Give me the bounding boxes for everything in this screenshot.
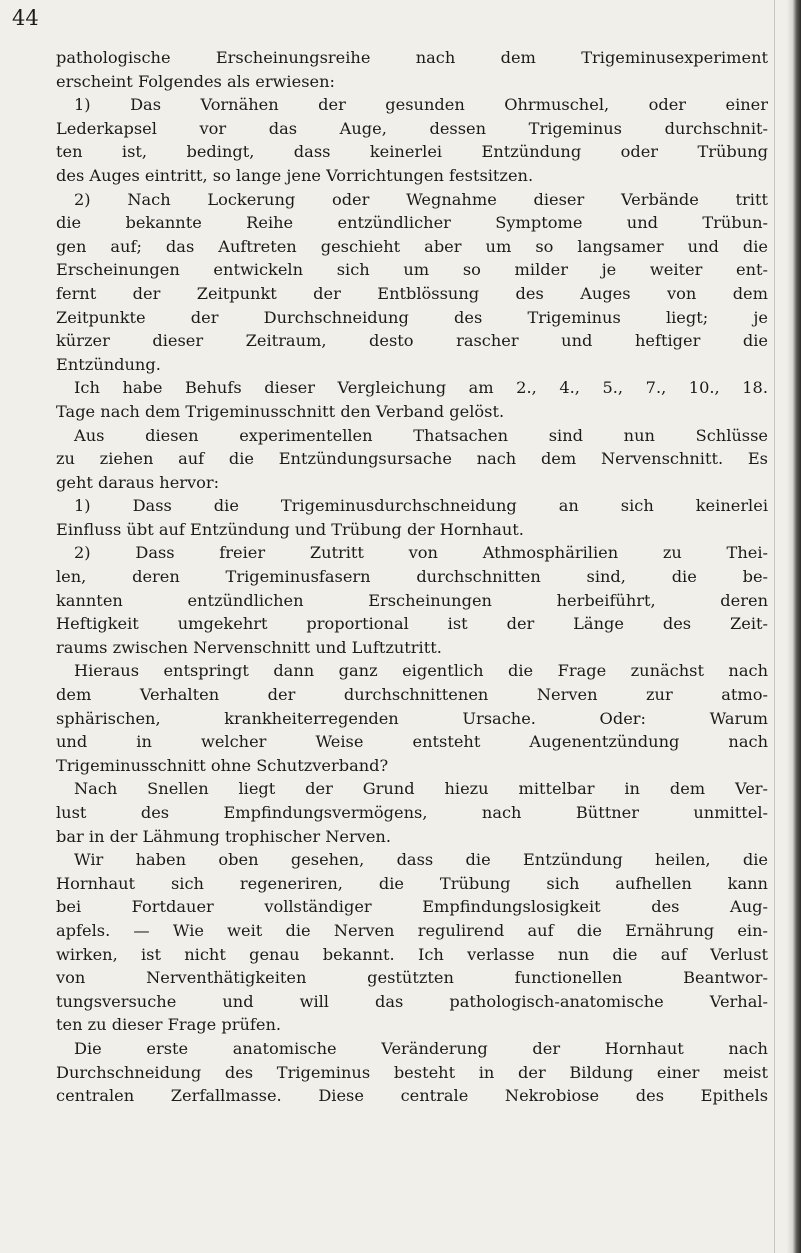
- text-line: zu ziehen auf die Entzündungsursache nach dem Nervenschnitt. Es: [56, 449, 768, 469]
- text-line: dem Verhalten der durchschnittenen Nerven zur atmo-: [56, 685, 768, 705]
- text-line: Einfluss übt auf Entzündung und Trübung der Hornhaut.: [56, 519, 524, 539]
- text-line: tungsversuche und will das pathologisch-anatomische Verhal-: [56, 991, 768, 1011]
- body-text: [56, 46, 768, 1108]
- text-line: 2) Nach Lockerung oder Wegnahme dieser Verbände tritt: [74, 189, 768, 209]
- text-line: centralen Zerfallmasse. Diese centrale Nekrobiose des Epithels: [56, 1086, 768, 1106]
- text-line: sphärischen, krankheiterregenden Ursache. Oder: Warum: [56, 708, 768, 728]
- text-line: Die erste anatomische Veränderung der Hornhaut nach: [74, 1038, 768, 1058]
- page-number: 44: [12, 6, 39, 30]
- text-line: Hieraus entspringt dann ganz eigentlich die Frage zunächst nach: [74, 661, 768, 681]
- text-line: gen auf; das Auftreten geschieht aber um so langsamer und die: [56, 236, 768, 256]
- text-line: 2) Dass freier Zutritt von Athmosphärilien zu Thei-: [74, 543, 768, 563]
- text-line: pathologische Erscheinungsreihe nach dem Trigeminusexperiment: [56, 48, 768, 67]
- text-line: Ich habe Behufs dieser Vergleichung am 2., 4., 5., 7., 10., 18.: [74, 378, 768, 398]
- text-line: Hornhaut sich regeneriren, die Trübung sich aufhellen kann: [56, 873, 768, 893]
- text-line: Entzündung.: [56, 354, 161, 374]
- text-line: ten ist, bedingt, dass keinerlei Entzündung oder Trübung: [56, 142, 768, 162]
- text-line: lust des Empfindungsvermögens, nach Büttner unmittel-: [56, 803, 768, 822]
- text-line: Durchschneidung des Trigeminus besteht in der Bildung einer meist: [56, 1062, 768, 1082]
- text-line: len, deren Trigeminusfasern durchschnitten sind, die be-: [56, 567, 768, 587]
- text-line: Lederkapsel vor das Auge, dessen Trigeminus durchschnit-: [56, 118, 768, 138]
- text-line: Aus diesen experimentellen Thatsachen sind nun Schlüsse: [74, 425, 768, 445]
- text-line: Tage nach dem Trigeminusschnitt den Verband gelöst.: [56, 401, 505, 421]
- text-line: Nach Snellen liegt der Grund hiezu mittelbar in dem Ver-: [74, 779, 768, 799]
- text-line: apfels. — Wie weit die Nerven regulirend auf die Ernährung ein-: [56, 920, 768, 940]
- text-line: Zeitpunkte der Durchschneidung des Trigeminus liegt; je: [56, 307, 768, 327]
- text-line: Trigeminusschnitt ohne Schutzverband?: [56, 755, 389, 775]
- text-line: und in welcher Weise entsteht Augenentzündung nach: [56, 732, 768, 752]
- text-line: kürzer dieser Zeitraum, desto rascher und heftiger die: [56, 331, 768, 351]
- text-line: ten zu dieser Frage prüfen.: [56, 1015, 282, 1035]
- text-line: fernt der Zeitpunkt der Entblössung des Auges von dem: [56, 283, 768, 303]
- page-edge-shadow: [787, 0, 801, 1253]
- page-fold-line: [774, 0, 775, 1253]
- text-line: 1) Dass die Trigeminusdurchschneidung an sich keinerlei: [74, 496, 768, 516]
- text-line: die bekannte Reihe entzündlicher Symptome und Trübun-: [56, 213, 768, 233]
- text-line: Wir haben oben gesehen, dass die Entzündung heilen, die: [74, 850, 768, 870]
- text-line: des Auges eintritt, so lange jene Vorrichtungen festsitzen.: [56, 165, 534, 185]
- text-line: 1) Das Vornähen der gesunden Ohrmuschel, oder einer: [74, 95, 768, 115]
- text-line: erscheint Folgendes als erwiesen:: [56, 71, 335, 91]
- text-line: wirken, ist nicht genau bekannt. Ich verlasse nun die auf Verlust: [56, 944, 768, 964]
- text-line: bar in der Lähmung trophischer Nerven.: [56, 826, 391, 846]
- text-line: geht daraus hervor:: [56, 472, 220, 492]
- text-line: raums zwischen Nervenschnitt und Luftzutritt.: [56, 637, 442, 657]
- text-line: Erscheinungen entwickeln sich um so milder je weiter ent-: [56, 260, 768, 280]
- text-line: Heftigkeit umgekehrt proportional ist der Länge des Zeit-: [56, 614, 768, 634]
- text-line: von Nerventhätigkeiten gestützten functionellen Beantwor-: [56, 968, 768, 988]
- text-line: bei Fortdauer vollständiger Empfindungslosigkeit des Aug-: [56, 897, 768, 917]
- text-line: kannten entzündlichen Erscheinungen herbeiführt, deren: [56, 590, 768, 610]
